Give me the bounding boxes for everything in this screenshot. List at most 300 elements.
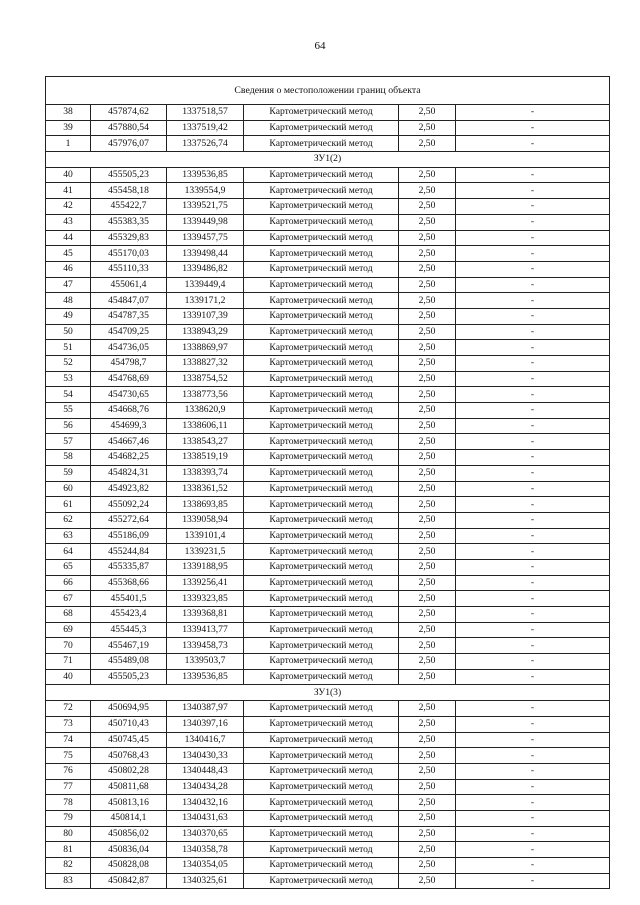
table-row (46, 167, 610, 183)
table-row (46, 105, 610, 121)
point-number-cell: 51 (46, 340, 91, 356)
method-cell: Картометрический метод (244, 340, 399, 356)
method-cell: Картометрический метод (244, 403, 399, 419)
method-cell: Картометрический метод (244, 607, 399, 623)
table-row (46, 732, 610, 748)
table-row (46, 465, 610, 481)
point-number-cell: 41 (46, 183, 91, 199)
x-coordinate-cell: 450856,02 (91, 826, 167, 842)
description-cell: - (456, 858, 610, 874)
x-coordinate-cell: 457976,07 (91, 136, 167, 152)
y-coordinate-cell: 1340416,7 (167, 732, 244, 748)
accuracy-cell: 2,50 (399, 136, 456, 152)
table-row (46, 403, 610, 419)
y-coordinate-cell: 1340431,63 (167, 810, 244, 826)
method-cell: Картометрический метод (244, 669, 399, 685)
accuracy-cell: 2,50 (399, 387, 456, 403)
y-coordinate-cell: 1338827,32 (167, 356, 244, 372)
accuracy-cell: 2,50 (399, 701, 456, 717)
description-cell: - (456, 716, 610, 732)
method-cell: Картометрический метод (244, 826, 399, 842)
description-cell: - (456, 324, 610, 340)
description-cell: - (456, 481, 610, 497)
method-cell: Картометрический метод (244, 575, 399, 591)
accuracy-cell: 2,50 (399, 607, 456, 623)
description-cell: - (456, 230, 610, 246)
method-cell: Картометрический метод (244, 277, 399, 293)
description-cell: - (456, 842, 610, 858)
y-coordinate-cell: 1338361,52 (167, 481, 244, 497)
accuracy-cell: 2,50 (399, 873, 456, 889)
table-row (46, 387, 610, 403)
table-row (46, 779, 610, 795)
point-number-cell: 65 (46, 559, 91, 575)
point-number-cell: 43 (46, 214, 91, 230)
method-cell: Картометрический метод (244, 748, 399, 764)
accuracy-cell: 2,50 (399, 795, 456, 811)
x-coordinate-cell: 450814,1 (91, 810, 167, 826)
point-number-cell: 49 (46, 308, 91, 324)
method-cell: Картометрический метод (244, 716, 399, 732)
description-cell: - (456, 669, 610, 685)
accuracy-cell: 2,50 (399, 481, 456, 497)
method-cell: Картометрический метод (244, 544, 399, 560)
description-cell: - (456, 277, 610, 293)
y-coordinate-cell: 1339536,85 (167, 669, 244, 685)
description-cell: - (456, 403, 610, 419)
method-cell: Картометрический метод (244, 214, 399, 230)
description-cell: - (456, 167, 610, 183)
y-coordinate-cell: 1340358,78 (167, 842, 244, 858)
description-cell: - (456, 214, 610, 230)
method-cell: Картометрический метод (244, 324, 399, 340)
table-row (46, 371, 610, 387)
point-number-cell: 69 (46, 622, 91, 638)
method-cell: Картометрический метод (244, 105, 399, 121)
point-number-cell: 52 (46, 356, 91, 372)
point-number-cell: 54 (46, 387, 91, 403)
accuracy-cell: 2,50 (399, 340, 456, 356)
accuracy-cell: 2,50 (399, 214, 456, 230)
method-cell: Картометрический метод (244, 795, 399, 811)
point-number-cell: 57 (46, 434, 91, 450)
method-cell: Картометрический метод (244, 873, 399, 889)
y-coordinate-cell: 1339458,73 (167, 638, 244, 654)
description-cell: - (456, 591, 610, 607)
accuracy-cell: 2,50 (399, 622, 456, 638)
table-row (46, 669, 610, 685)
table-title: Сведения о местоположении границ объекта (46, 77, 610, 105)
y-coordinate-cell: 1339188,95 (167, 559, 244, 575)
x-coordinate-cell: 455505,23 (91, 669, 167, 685)
table-row (46, 559, 610, 575)
point-number-cell: 66 (46, 575, 91, 591)
description-cell: - (456, 371, 610, 387)
x-coordinate-cell: 450813,16 (91, 795, 167, 811)
point-number-cell: 60 (46, 481, 91, 497)
x-coordinate-cell: 455329,83 (91, 230, 167, 246)
accuracy-cell: 2,50 (399, 748, 456, 764)
y-coordinate-cell: 1340432,16 (167, 795, 244, 811)
description-cell: - (456, 528, 610, 544)
accuracy-cell: 2,50 (399, 465, 456, 481)
y-coordinate-cell: 1337519,42 (167, 120, 244, 136)
method-cell: Картометрический метод (244, 732, 399, 748)
point-number-cell: 48 (46, 293, 91, 309)
y-coordinate-cell: 1337526,74 (167, 136, 244, 152)
description-cell: - (456, 497, 610, 513)
y-coordinate-cell: 1338519,19 (167, 450, 244, 466)
x-coordinate-cell: 454682,25 (91, 450, 167, 466)
method-cell: Картометрический метод (244, 450, 399, 466)
table-row (46, 716, 610, 732)
method-cell: Картометрический метод (244, 622, 399, 638)
point-number-cell: 58 (46, 450, 91, 466)
point-number-cell: 46 (46, 261, 91, 277)
accuracy-cell: 2,50 (399, 356, 456, 372)
accuracy-cell: 2,50 (399, 779, 456, 795)
y-coordinate-cell: 1339171,2 (167, 293, 244, 309)
y-coordinate-cell: 1340448,43 (167, 763, 244, 779)
x-coordinate-cell: 450710,43 (91, 716, 167, 732)
method-cell: Картометрический метод (244, 418, 399, 434)
accuracy-cell: 2,50 (399, 654, 456, 670)
accuracy-cell: 2,50 (399, 418, 456, 434)
point-number-cell: 42 (46, 199, 91, 215)
table-row (46, 622, 610, 638)
table-row (46, 591, 610, 607)
point-number-cell: 75 (46, 748, 91, 764)
x-coordinate-cell: 455092,24 (91, 497, 167, 513)
table-row (46, 873, 610, 889)
table-row (46, 481, 610, 497)
table-row (46, 654, 610, 670)
x-coordinate-cell: 455244,84 (91, 544, 167, 560)
description-cell: - (456, 293, 610, 309)
x-coordinate-cell: 455401,5 (91, 591, 167, 607)
x-coordinate-cell: 454667,46 (91, 434, 167, 450)
method-cell: Картометрический метод (244, 810, 399, 826)
x-coordinate-cell: 457880,54 (91, 120, 167, 136)
accuracy-cell: 2,50 (399, 716, 456, 732)
description-cell: - (456, 779, 610, 795)
description-cell: - (456, 826, 610, 842)
accuracy-cell: 2,50 (399, 810, 456, 826)
x-coordinate-cell: 455467,19 (91, 638, 167, 654)
table-row (46, 293, 610, 309)
y-coordinate-cell: 1338773,56 (167, 387, 244, 403)
accuracy-cell: 2,50 (399, 732, 456, 748)
method-cell: Картометрический метод (244, 199, 399, 215)
accuracy-cell: 2,50 (399, 308, 456, 324)
x-coordinate-cell: 454847,07 (91, 293, 167, 309)
method-cell: Картометрический метод (244, 701, 399, 717)
method-cell: Картометрический метод (244, 261, 399, 277)
table-row (46, 810, 610, 826)
method-cell: Картометрический метод (244, 763, 399, 779)
accuracy-cell: 2,50 (399, 261, 456, 277)
description-cell: - (456, 512, 610, 528)
x-coordinate-cell: 455458,18 (91, 183, 167, 199)
y-coordinate-cell: 1339231,5 (167, 544, 244, 560)
method-cell: Картометрический метод (244, 654, 399, 670)
description-cell: - (456, 465, 610, 481)
table-row (46, 356, 610, 372)
method-cell: Картометрический метод (244, 465, 399, 481)
point-number-cell: 45 (46, 246, 91, 262)
section-label: ЗУ1(2) (46, 152, 610, 168)
table-row (46, 340, 610, 356)
method-cell: Картометрический метод (244, 638, 399, 654)
point-number-cell: 67 (46, 591, 91, 607)
method-cell: Картометрический метод (244, 356, 399, 372)
y-coordinate-cell: 1339503,7 (167, 654, 244, 670)
point-number-cell: 59 (46, 465, 91, 481)
table-row (46, 246, 610, 262)
accuracy-cell: 2,50 (399, 120, 456, 136)
description-cell: - (456, 340, 610, 356)
method-cell: Картометрический метод (244, 246, 399, 262)
page-number: 64 (314, 40, 326, 52)
description-cell: - (456, 199, 610, 215)
x-coordinate-cell: 455422,7 (91, 199, 167, 215)
description-cell: - (456, 450, 610, 466)
y-coordinate-cell: 1339536,85 (167, 167, 244, 183)
method-cell: Картометрический метод (244, 230, 399, 246)
table-row (46, 607, 610, 623)
accuracy-cell: 2,50 (399, 638, 456, 654)
y-coordinate-cell: 1340387,97 (167, 701, 244, 717)
x-coordinate-cell: 455368,66 (91, 575, 167, 591)
accuracy-cell: 2,50 (399, 559, 456, 575)
method-cell: Картометрический метод (244, 591, 399, 607)
accuracy-cell: 2,50 (399, 199, 456, 215)
description-cell: - (456, 607, 610, 623)
table-row (46, 136, 610, 152)
y-coordinate-cell: 1339368,81 (167, 607, 244, 623)
accuracy-cell: 2,50 (399, 826, 456, 842)
x-coordinate-cell: 454699,3 (91, 418, 167, 434)
x-coordinate-cell: 454824,31 (91, 465, 167, 481)
y-coordinate-cell: 1339413,77 (167, 622, 244, 638)
point-number-cell: 83 (46, 873, 91, 889)
y-coordinate-cell: 1339498,44 (167, 246, 244, 262)
description-cell: - (456, 810, 610, 826)
table-row (46, 512, 610, 528)
accuracy-cell: 2,50 (399, 230, 456, 246)
table-row (46, 528, 610, 544)
description-cell: - (456, 748, 610, 764)
accuracy-cell: 2,50 (399, 512, 456, 528)
description-cell: - (456, 418, 610, 434)
y-coordinate-cell: 1340325,61 (167, 873, 244, 889)
table-row (46, 763, 610, 779)
point-number-cell: 40 (46, 167, 91, 183)
table-row (46, 638, 610, 654)
x-coordinate-cell: 450694,95 (91, 701, 167, 717)
table-row (46, 497, 610, 513)
description-cell: - (456, 795, 610, 811)
table-row (46, 418, 610, 434)
method-cell: Картометрический метод (244, 167, 399, 183)
accuracy-cell: 2,50 (399, 183, 456, 199)
x-coordinate-cell: 450811,68 (91, 779, 167, 795)
x-coordinate-cell: 450745,45 (91, 732, 167, 748)
accuracy-cell: 2,50 (399, 591, 456, 607)
table-row (46, 544, 610, 560)
description-cell: - (456, 120, 610, 136)
method-cell: Картометрический метод (244, 779, 399, 795)
point-number-cell: 64 (46, 544, 91, 560)
method-cell: Картометрический метод (244, 183, 399, 199)
description-cell: - (456, 183, 610, 199)
x-coordinate-cell: 450828,08 (91, 858, 167, 874)
boundary-coordinates-table (45, 76, 610, 889)
table-row (46, 450, 610, 466)
y-coordinate-cell: 1337518,57 (167, 105, 244, 121)
accuracy-cell: 2,50 (399, 434, 456, 450)
description-cell: - (456, 622, 610, 638)
y-coordinate-cell: 1339457,75 (167, 230, 244, 246)
x-coordinate-cell: 455186,09 (91, 528, 167, 544)
y-coordinate-cell: 1339521,75 (167, 199, 244, 215)
method-cell: Картометрический метод (244, 842, 399, 858)
point-number-cell: 62 (46, 512, 91, 528)
table-row (46, 842, 610, 858)
method-cell: Картометрический метод (244, 136, 399, 152)
method-cell: Картометрический метод (244, 371, 399, 387)
point-number-cell: 63 (46, 528, 91, 544)
description-cell: - (456, 732, 610, 748)
table-row (46, 748, 610, 764)
accuracy-cell: 2,50 (399, 450, 456, 466)
y-coordinate-cell: 1338393,74 (167, 465, 244, 481)
description-cell: - (456, 544, 610, 560)
y-coordinate-cell: 1339486,82 (167, 261, 244, 277)
x-coordinate-cell: 454668,76 (91, 403, 167, 419)
x-coordinate-cell: 455423,4 (91, 607, 167, 623)
point-number-cell: 81 (46, 842, 91, 858)
y-coordinate-cell: 1339058,94 (167, 512, 244, 528)
point-number-cell: 38 (46, 105, 91, 121)
accuracy-cell: 2,50 (399, 669, 456, 685)
x-coordinate-cell: 454787,35 (91, 308, 167, 324)
accuracy-cell: 2,50 (399, 858, 456, 874)
table-row (46, 795, 610, 811)
table-row (46, 277, 610, 293)
description-cell: - (456, 387, 610, 403)
point-number-cell: 44 (46, 230, 91, 246)
y-coordinate-cell: 1339101,4 (167, 528, 244, 544)
method-cell: Картометрический метод (244, 559, 399, 575)
accuracy-cell: 2,50 (399, 167, 456, 183)
point-number-cell: 70 (46, 638, 91, 654)
method-cell: Картометрический метод (244, 120, 399, 136)
y-coordinate-cell: 1340354,05 (167, 858, 244, 874)
method-cell: Картометрический метод (244, 512, 399, 528)
accuracy-cell: 2,50 (399, 246, 456, 262)
accuracy-cell: 2,50 (399, 371, 456, 387)
y-coordinate-cell: 1339323,85 (167, 591, 244, 607)
y-coordinate-cell: 1338943,29 (167, 324, 244, 340)
accuracy-cell: 2,50 (399, 277, 456, 293)
y-coordinate-cell: 1340434,28 (167, 779, 244, 795)
description-cell: - (456, 105, 610, 121)
method-cell: Картометрический метод (244, 858, 399, 874)
description-cell: - (456, 356, 610, 372)
y-coordinate-cell: 1338543,27 (167, 434, 244, 450)
table-body (46, 77, 610, 889)
y-coordinate-cell: 1338754,52 (167, 371, 244, 387)
point-number-cell: 82 (46, 858, 91, 874)
point-number-cell: 78 (46, 795, 91, 811)
section-label-row (46, 152, 610, 168)
method-cell: Картометрический метод (244, 497, 399, 513)
table-row (46, 214, 610, 230)
accuracy-cell: 2,50 (399, 842, 456, 858)
point-number-cell: 1 (46, 136, 91, 152)
point-number-cell: 53 (46, 371, 91, 387)
point-number-cell: 50 (46, 324, 91, 340)
point-number-cell: 72 (46, 701, 91, 717)
method-cell: Картометрический метод (244, 528, 399, 544)
method-cell: Картометрический метод (244, 481, 399, 497)
point-number-cell: 55 (46, 403, 91, 419)
point-number-cell: 74 (46, 732, 91, 748)
y-coordinate-cell: 1339554,9 (167, 183, 244, 199)
y-coordinate-cell: 1339256,41 (167, 575, 244, 591)
accuracy-cell: 2,50 (399, 497, 456, 513)
point-number-cell: 77 (46, 779, 91, 795)
accuracy-cell: 2,50 (399, 528, 456, 544)
point-number-cell: 76 (46, 763, 91, 779)
point-number-cell: 73 (46, 716, 91, 732)
y-coordinate-cell: 1338869,97 (167, 340, 244, 356)
x-coordinate-cell: 454736,05 (91, 340, 167, 356)
x-coordinate-cell: 455170,03 (91, 246, 167, 262)
description-cell: - (456, 246, 610, 262)
table-row (46, 120, 610, 136)
description-cell: - (456, 261, 610, 277)
accuracy-cell: 2,50 (399, 763, 456, 779)
point-number-cell: 68 (46, 607, 91, 623)
y-coordinate-cell: 1338620,9 (167, 403, 244, 419)
x-coordinate-cell: 455445,3 (91, 622, 167, 638)
table-row (46, 701, 610, 717)
x-coordinate-cell: 455272,64 (91, 512, 167, 528)
y-coordinate-cell: 1338693,85 (167, 497, 244, 513)
table-row (46, 183, 610, 199)
method-cell: Картометрический метод (244, 387, 399, 403)
x-coordinate-cell: 455505,23 (91, 167, 167, 183)
x-coordinate-cell: 454798,7 (91, 356, 167, 372)
accuracy-cell: 2,50 (399, 575, 456, 591)
table-row (46, 230, 610, 246)
y-coordinate-cell: 1340370,65 (167, 826, 244, 842)
description-cell: - (456, 434, 610, 450)
y-coordinate-cell: 1339107,39 (167, 308, 244, 324)
description-cell: - (456, 763, 610, 779)
point-number-cell: 39 (46, 120, 91, 136)
point-number-cell: 40 (46, 669, 91, 685)
method-cell: Картометрический метод (244, 434, 399, 450)
table-row (46, 826, 610, 842)
description-cell: - (456, 559, 610, 575)
x-coordinate-cell: 450802,28 (91, 763, 167, 779)
table-row (46, 858, 610, 874)
table-row (46, 324, 610, 340)
y-coordinate-cell: 1340397,16 (167, 716, 244, 732)
